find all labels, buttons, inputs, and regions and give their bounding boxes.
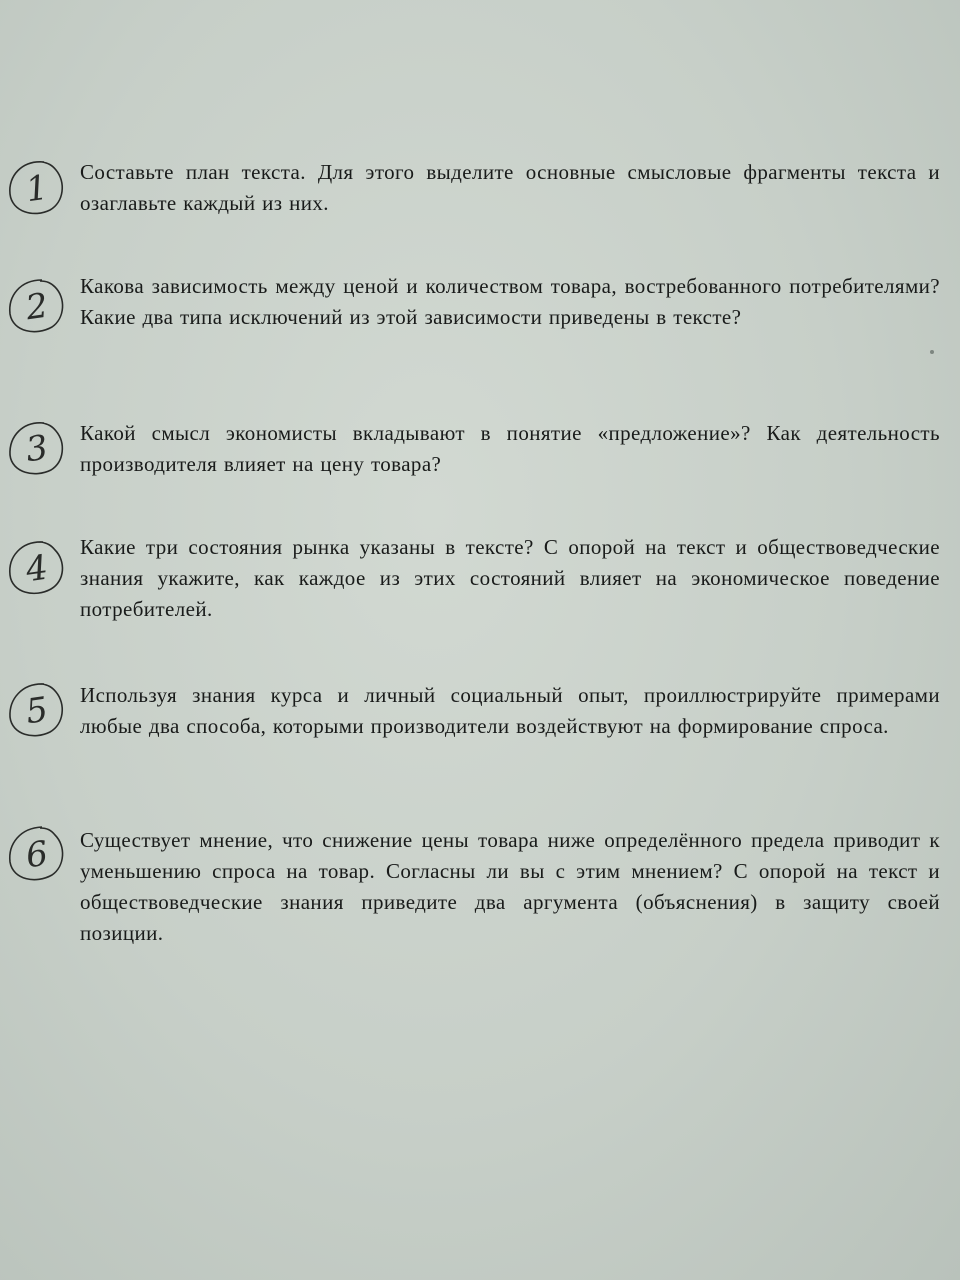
question-number-circle: [4, 536, 70, 602]
question-text: Какие три состояния рынка указаны в тексте? С опорой на текст и обществоведческие знания укажите, как каждое из этих состояний влияет на экономическое поведение потребителей.: [80, 535, 940, 621]
question-number-circle: [4, 156, 70, 222]
question-6: [0, 818, 960, 945]
question-3: [0, 414, 960, 524]
question-number-circle: [4, 822, 70, 888]
question-text: Какова зависимость между ценой и количеством товара, востребованного потребителями? Какие два типа исключений из этой зависимости приведены в тексте?: [80, 274, 940, 329]
question-text: Составьте план текста. Для этого выделите основные смысловые фрагменты текста и озаглавьте каждый из них.: [80, 160, 940, 215]
question-number: 1: [23, 167, 51, 211]
question-text: Какой смысл экономисты вкладывают в понятие «предложение»? Как деятельность производителя влияет на цену товара?: [80, 421, 940, 476]
question-number: 4: [23, 547, 51, 591]
question-2: [0, 268, 960, 378]
question-5: [0, 676, 960, 786]
question-4: [0, 530, 960, 640]
question-number-circle: [4, 678, 70, 744]
question-number-circle: [4, 416, 70, 482]
question-number-circle: [4, 274, 70, 340]
question-text: Используя знания курса и личный социальный опыт, проиллюстрируйте примерами любые два способа, которыми производители воздействуют на формирование спроса.: [80, 683, 940, 738]
paper-speck: [930, 350, 934, 354]
question-number: 6: [23, 833, 51, 877]
question-number: 2: [23, 285, 51, 329]
question-text: Существует мнение, что снижение цены товара ниже определённого предела приводит к уменьшению спроса на товар. Согласны ли вы с этим мнением? С опорой на текст и обществоведческие знания приведите два аргумента (объяснения) в защиту своей позиции.: [80, 828, 940, 945]
question-1: [0, 150, 960, 260]
question-number: 5: [23, 689, 51, 733]
question-number: 3: [23, 427, 51, 471]
